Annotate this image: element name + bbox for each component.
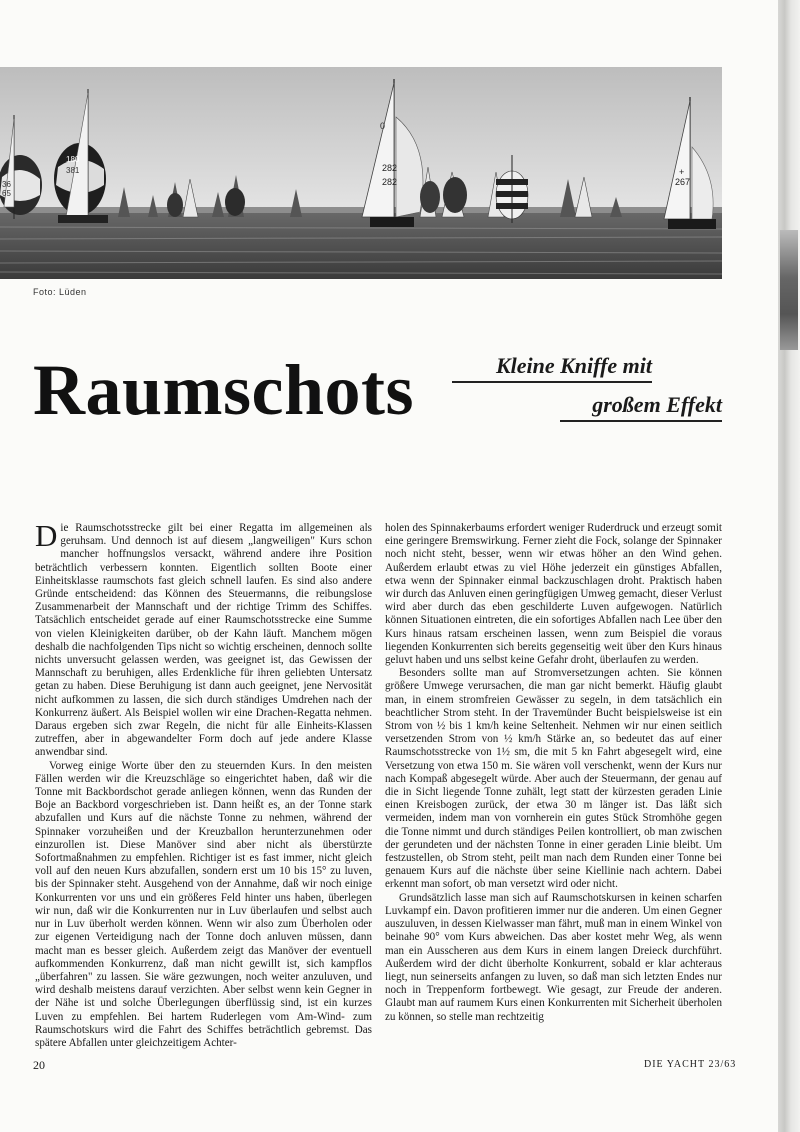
svg-text:36: 36 [2, 180, 11, 189]
svg-text:282: 282 [382, 163, 398, 173]
article-paragraph [35, 518, 372, 760]
article-paragraph: Grundsätzlich lasse man sich auf Raumschotskursen in keinen scharfen Luvkampf ein. Davon profitieren immer nur die anderen. Um einen Gegner auszuluven, in dessen Kielwasser man fährt, muß man in einem Winkel von beinahe 90° vom Kurs abweichen. Das aber kostet mehr Weg, als wenn man ein Ausscheren aus dem Kurs in einem langen Dreieck durchführt. Außerdem wird der dicht überholte Konkurrent, sobald er klar achteraus liegt, nun seinerseits anfangen zu luven, so daß man sich letzten Endes nur noch in Treppenform fortbewegt. Wie gesagt, zur Freude der anderen. Glaubt man auf raumem Kurs einen Konkurrenten mit Sicherheit überholen zu können, so stelle man rechtzeitig [385, 891, 722, 1023]
article-column-right [385, 522, 722, 1024]
svg-text:65: 65 [2, 189, 11, 198]
paragraph-text: ie Raumschotsstrecke gilt bei einer Regatta im allgemeinen als geruhsam. Und dennoch ist auf diesem „langweiligen" Kurs schon mancher hoffnungslos versackt, während andere ihre Position beträchtlich verbessern konnten. Eigentlich sollten Boote einer Einheitsklasse raumschots fast gleich schnell laufen. Es sind also andere Gründe entscheidend: das Können des Steuermanns, die reibungslose Zusammenarbeit der Mannschaft und der richtige Trimm des Schiffes. Tatsächlich entscheidet gerade auf einer Raumschotsstrecke eine Summe von vielen Kleinigkeiten darüber, ob der Kahn läuft. Manchem mögen deshalb die nachfolgenden Tips nicht so wichtig erscheinen, dennoch sollte nichts unversucht gelassen werden, was geeignet ist, das Gewissen der Mannschaft zu beruhigen, alles Erdenkliche für ihren geliebten Untersatz getan zu haben. Diese Beruhigung ist dann auch geeignet, jene Nervosität nicht aufkommen zu lassen, die sich durch ständiges Umdrehen nach der Konkurrenz äußert. Als Beispiel wollen wir eine Drachen-Regatta nehmen. Daraus ergeben sich zwar Regeln, die nicht für alle Einheits-Klassen zutreffen, aber in abgewandelter Form doch auf jede andere Klasse anwendbar sind. [35, 522, 372, 759]
svg-text:267: 267 [675, 177, 691, 187]
svg-text:0: 0 [380, 121, 386, 131]
article-paragraph: holen des Spinnakerbaums erfordert weniger Ruderdruck und erzeugt somit eine geringere Bremswirkung. Ferner zieht die Fock, solange der Spinnaker noch nicht steht, besser, wenn wir etwas höher an den Wind gehen. Außerdem erlaubt etwas zu viel Höhe jederzeit ein günstiges Abfallen, etwa wenn der Spinnaker einmal backzuschlagen droht. Praktisch haben wir durch das Anluven einen geringfügigen Umweg gemacht, dieser Verlust wird aber durch das eben geschilderte Luven aufgewogen. Natürlich können Situationen eintreten, die ein sofortiges Abfallen nach Lee über den Kurs hinaus ratsam erscheinen lassen, wenn zum Beispiel die voraus liegenden Konkurrenten sich bereits gegenseitig weit über den Kurs hinaus geluvt haben und uns selbst keine Gefahr droht, überlaufen zu werden. [385, 522, 722, 667]
article-paragraph: Besonders sollte man auf Stromversetzungen achten. Sie können größere Umwege verursachen, die man gar nicht bemerkt. Häufig glaubt man, in einem stromfreien Gewässer zu segeln, in dem tatsächlich ein beachtlicher Strom steht. In der Travemünder Bucht beispielsweise ist ein Strom von ½ bis 1 km/h keine Seltenheit. Nehmen wir nur einen seitlich versetzenden Strom von ½ km/h Stärke an, so bedeutet das auf einer Raumschotsstrecke von 1½ sm, die mit 5 kn Fahrt abgesegelt wird, eine Versetzung von etwa 150 m. Sie wären voll verschenkt, wenn der Kurs nur nach Kompaß abgesegelt würde. Aber auch der Steuermann, der genau auf die in Sicht liegende Tonne zuhält, legt statt der kürzesten geraden Linie einen Kreisbogen zurück, der etwa 30 m länger ist. Das läßt sich vermeiden, indem man von vornherein ein gutes Stück Stromhöhe gegen die Tonne nimmt und durch ständiges Peilen kontrolliert, ob man zwischen der gerundeten und der nächsten Tonne in einer geraden Linie bleibt. Um festzustellen, ob Strom steht, peilt man nach dem Runden einer Tonne bei genauem Kurs auf die nächste über seine Kiellinie nach achtern. Dabei erkennt man sofort, ob man versetzt wird oder nicht. [385, 667, 722, 891]
subheadline-line-1: Kleine Kniffe mit [452, 353, 652, 383]
sailing-photo [0, 67, 722, 279]
photo-credit: Foto: Lüden [33, 287, 87, 297]
svg-text:+: + [679, 167, 685, 177]
article-headline: Raumschots [33, 350, 415, 430]
adjacent-page-edge [778, 0, 800, 1132]
adjacent-page-photo [780, 230, 798, 350]
page-number: 20 [33, 1058, 45, 1072]
svg-text:180: 180 [66, 155, 80, 164]
svg-text:282: 282 [382, 177, 398, 187]
subheadline-line-2: großem Effekt [560, 392, 722, 422]
article-column-left [35, 518, 372, 1050]
article-paragraph: Vorweg einige Worte über den zu steuernden Kurs. In den meisten Fällen werden wir die Kreuzschläge so eingerichtet haben, daß wir die Tonne mit Backbordschot gerade anliegen können, wenn das Runden der Boje an Backbord vorgeschrieben ist. Dann heißt es, an der Tonne stark abzufallen und Kurs auf die nächste Tonne zu nehmen, während der Spinnaker vorzuheißen und der Kreuzballon herunterzunehmen oder einzurollen ist. Diese Manöver sind aber nicht als überstürzte Sofortmaßnahmen zu empfehlen. Richtiger ist es fast immer, nicht gleich voll auf den neuen Kurs abzufallen, sondern erst um 10 bis 15° zu luven, bis der Spinnaker steht. Ausgehend von der Annahme, daß wir noch einige Konkurrenten vor uns und ein größeres Feld hinter uns haben, überlegen wir nun, daß wir die Konkurrenten nur in Luv überlaufen und selbst auch nur in Luv überholt werden können. Wenn wir also zum Überholen oder zur eigenen Verteidigung nach der Tonne doch anluven müssen, dann macht man es besser gleich. Außerdem zeigt das Manöver der eventuell aufkommenden Konkurrenz, daß man nicht gewillt ist, sich kampflos „überfahren" zu lassen. Sie wäre gezwungen, noch weiter anzuluven, und wird deshalb meistens darauf verzichten. Aber selbst wenn kein Gegner in der Nähe ist und solche Überlegungen überflüssig sind, ist ein kurzes Luven zu empfehlen. Bei hartem Ruderlegen vom Am-Wind- zum Raumschotskurs wird die Fahrt des Schiffes beträchtlich gebremst. Das spätere Abfallen unter gleichzeitigem Achter- [35, 759, 372, 1049]
drop-cap: D [35, 518, 58, 553]
svg-text:381: 381 [66, 166, 80, 175]
magazine-issue: DIE YACHT 23/63 [644, 1059, 737, 1070]
